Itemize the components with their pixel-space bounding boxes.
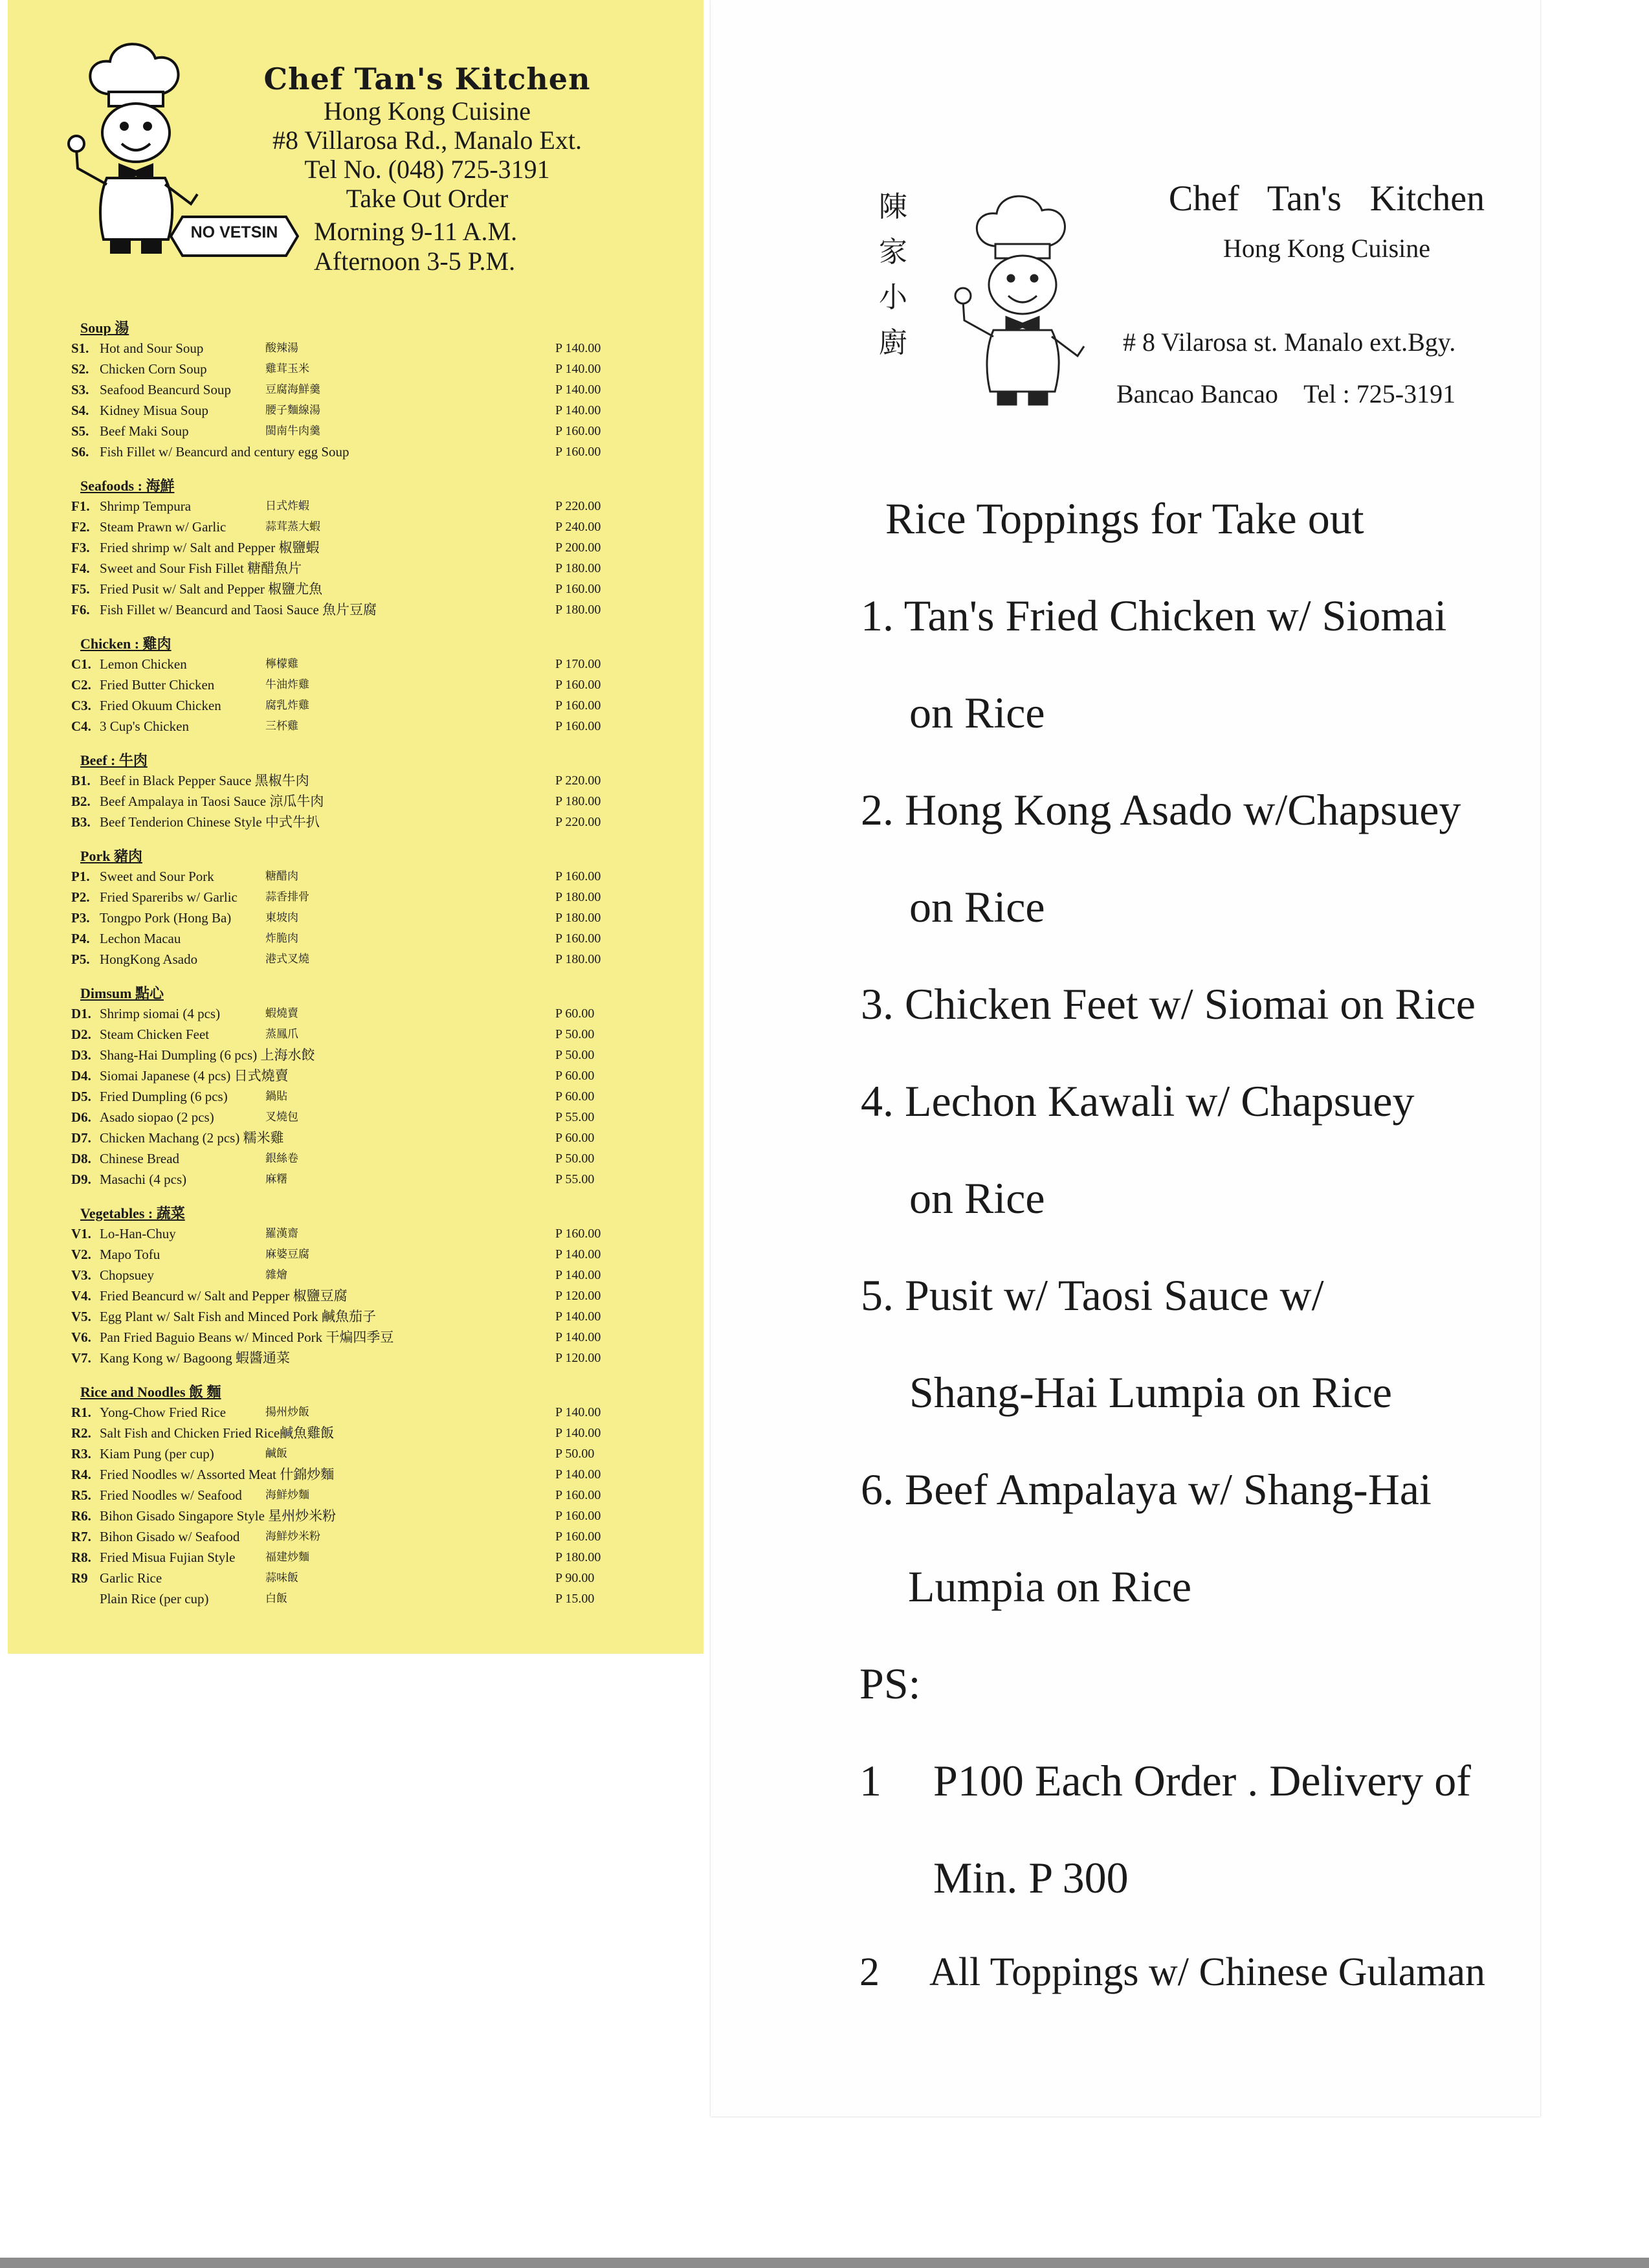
menu-item-price: P 140.00 [555,383,601,397]
menu-item-code: V5. [71,1309,91,1324]
menu-item-code: C4. [71,718,91,734]
menu-item [71,1568,628,1588]
ps-text: P100 Each Order . Delivery of [933,1756,1471,1805]
menu-item [71,338,628,359]
menu-item-zh: 海鮮炒麵 [265,1489,309,1502]
menu-item [71,359,628,379]
menu-item-price: P 140.00 [555,1330,601,1344]
scan-edge [0,2258,1649,2268]
menu-item-code: P1. [71,869,90,884]
menu-item-zh: 揚州炒飯 [265,1406,309,1419]
menu-item-code: V6. [71,1329,91,1345]
menu-item [71,1485,628,1506]
menu-item-zh: 東坡肉 [265,911,298,924]
menu-item-name: Fried Spareribs w/ Garlic [100,889,238,905]
menu-item-zh: 三杯雞 [265,720,298,733]
chinese-char: 廚 [879,326,907,359]
menu-item-name: Lemon Chicken [100,656,187,672]
menu-item-code: R2. [71,1425,91,1441]
menu-item-zh: 羅漢齋 [265,1227,298,1240]
topping-line: on Rice [909,688,1045,737]
menu-item-name: Beef in Black Pepper Sauce 黑椒牛肉 [100,773,309,788]
menu-item-name: Mapo Tofu [100,1247,160,1262]
menu-item-name: Kang Kong w/ Bagoong 蝦醬通菜 [100,1350,290,1366]
menu-item-name: Lechon Macau [100,931,181,946]
menu-item-price: P 160.00 [555,869,601,884]
menu-item-code: C3. [71,698,91,713]
menu-item-price: P 140.00 [555,341,601,355]
menu-item [71,1588,628,1609]
menu-item [71,1244,628,1265]
menu-item-zh: 麻婆豆腐 [265,1248,309,1261]
menu-item [71,791,628,812]
menu-item [71,812,628,832]
menu-item-name: Pan Fried Baguio Beans w/ Minced Pork 干煸四季豆 [100,1329,394,1345]
menu-item-price: P 140.00 [555,403,601,417]
menu-item [71,537,628,558]
menu-item [71,695,628,716]
menu-section-title: Vegetables : 蔬菜 [80,1205,185,1221]
menu-item-price: P 50.00 [555,1048,595,1062]
menu-item-zh: 福建炒麵 [265,1551,309,1564]
menu-item-code: V1. [71,1226,91,1241]
menu-item-name: Kidney Misua Soup [100,403,208,418]
menu-item-price: P 160.00 [555,424,601,438]
menu-section-title: Soup 湯 [80,320,129,336]
menu-item-name: Fried Noodles w/ Seafood [100,1487,242,1503]
menu-item-zh: 糖醋肉 [265,870,298,883]
menu-item-code: R8. [71,1550,91,1565]
menu-item-price: P 160.00 [555,1529,601,1544]
menu-item-zh: 蒸鳳爪 [265,1028,298,1041]
menu-item-zh: 酸辣湯 [265,342,298,355]
menu-item-name: Chinese Bread [100,1151,180,1166]
ps-number: 1 [859,1756,881,1805]
menu-item-price: P 90.00 [555,1571,595,1585]
menu-item-code: D3. [71,1047,91,1063]
menu-item-price: P 160.00 [555,1227,601,1241]
menu-item [71,496,628,517]
menu-item-name: Yong-Chow Fried Rice [100,1405,227,1420]
menu-item-zh: 牛油炸雞 [265,678,309,691]
topping-line: Lumpia on Rice [908,1562,1192,1611]
menu-item-code: R5. [71,1487,91,1503]
menu-item-zh: 閩南牛肉羹 [265,425,320,438]
menu-section [71,318,628,462]
topping-line: Shang-Hai Lumpia on Rice [909,1368,1392,1417]
menu-item [71,887,628,907]
hours-block [314,217,599,276]
menu-item-zh: 蒜香排骨 [265,891,309,904]
menu-section-title: Pork 豬肉 [80,848,142,864]
menu-item-code: S3. [71,382,89,397]
menu-item-name: Tongpo Pork (Hong Ba) [100,910,232,926]
menu-item [71,379,628,400]
menu-section-title: Chicken : 雞肉 [80,636,172,652]
menu-item-code: R1. [71,1405,91,1420]
menu-item-code: F5. [71,581,90,597]
menu-item-name: Chopsuey [100,1267,154,1283]
ps-number: 2 [859,1950,880,1994]
menu-item-price: P 180.00 [555,603,601,617]
menu-item-price: P 160.00 [555,719,601,733]
menu-item-code: R4. [71,1467,91,1482]
topping-line: on Rice [909,882,1045,931]
menu-item-name: Chicken Corn Soup [100,361,207,377]
menu-item-price: P 120.00 [555,1351,601,1365]
menu-item-price: P 240.00 [555,520,601,534]
menu-item-name: Fried shrimp w/ Salt and Pepper 椒鹽蝦 [100,540,320,555]
menu-item [71,1506,628,1526]
menu-item-name: Fish Fillet w/ Beancurd and century egg Soup [100,444,349,460]
telephone: Tel No. (048) 725-3191 [304,155,550,184]
menu-item-zh: 蒜茸蒸大蝦 [265,520,320,533]
sheet-title: Chef Tan's Kitchen [1168,179,1485,219]
menu-item-name: Kiam Pung (per cup) [100,1446,214,1462]
menu-item-code: V2. [71,1247,91,1262]
yellow-header [246,61,608,213]
menu-item-price: P 50.00 [555,1027,595,1041]
menu-item-code: F1. [71,498,90,514]
menu-item-code: P3. [71,910,90,926]
menu-item-name: Bihon Gisado Singapore Style 星州炒米粉 [100,1508,337,1524]
menu-item [71,579,628,599]
sheet-subtitle: Hong Kong Cuisine [1223,234,1430,263]
rice-toppings-heading: Rice Toppings for Take out [885,494,1364,543]
menu-item-price: P 140.00 [555,362,601,376]
menu-item-price: P 55.00 [555,1172,595,1186]
menu-item-name: Fried Beancurd w/ Salt and Pepper 椒鹽豆腐 [100,1288,348,1304]
menu-item-price: P 140.00 [555,1467,601,1482]
menu-item-price: P 140.00 [555,1405,601,1419]
menu-item-zh: 海鮮炒米粉 [265,1530,320,1543]
menu-item-price: P 60.00 [555,1069,595,1083]
menu-item-code: B3. [71,814,91,830]
menu-item-zh: 蒜味飯 [265,1572,298,1584]
menu-item-name: Siomai Japanese (4 pcs) 日式燒賣 [100,1068,289,1084]
menu-item-name: Chicken Machang (2 pcs) 糯米雞 [100,1130,284,1146]
menu-item-name: Masachi (4 pcs) [100,1172,187,1187]
chinese-char: 小 [879,281,907,314]
menu-item [71,949,628,970]
menu-item-code: F3. [71,540,90,555]
menu-item [71,1402,628,1423]
menu-item [71,1306,628,1327]
menu-item-price: P 140.00 [555,1426,601,1440]
ps-text: All Toppings w/ Chinese Gulaman [929,1950,1486,1994]
menu-item [71,400,628,421]
menu-item [71,1045,628,1065]
menu-item [71,1443,628,1464]
menu-item [71,674,628,695]
menu-item-price: P 160.00 [555,582,601,596]
menu-item-code: D8. [71,1151,91,1166]
menu-item-price: P 160.00 [555,1509,601,1523]
menu-item-code: D4. [71,1068,91,1084]
menu-item-zh: 銀絲卷 [265,1152,298,1165]
sheet-address: # 8 Vilarosa st. Manalo ext.Bgy. [1123,328,1456,357]
menu-item-price: P 50.00 [555,1151,595,1166]
menu-item-name: Beef Tenderion Chinese Style 中式牛扒 [100,814,320,830]
menu-item-name: Beef Maki Soup [100,423,189,439]
menu-item-name: 3 Cup's Chicken [100,718,189,734]
menu-item [71,770,628,791]
menu-item-code: V7. [71,1350,91,1366]
menu-item-price: P 160.00 [555,445,601,459]
menu-item-zh: 叉燒包 [265,1111,298,1124]
menu-item-name: Shrimp siomai (4 pcs) [100,1006,221,1021]
menu-section [71,476,628,620]
topping-line: 2. Hong Kong Asado w/Chapsuey [861,785,1461,834]
topping-line: 1. Tan's Fried Chicken w/ Siomai [861,591,1447,640]
menu-section-title: Rice and Noodles 飯 麵 [80,1384,221,1400]
menu-item-price: P 15.00 [555,1592,595,1606]
menu-item-name: Fried Misua Fujian Style [100,1550,236,1565]
menu-item [71,1348,628,1368]
menu-item [71,1107,628,1128]
menu-item-zh: 白飯 [265,1592,287,1605]
menu-item-code: D9. [71,1172,91,1187]
menu-item-name: Bihon Gisado w/ Seafood [100,1529,240,1544]
menu-item-code: S4. [71,403,89,418]
menu-item-code: P5. [71,951,90,967]
menu-item-code: R3. [71,1446,91,1462]
menu-item-code: C1. [71,656,91,672]
menu-item-name: Fried Butter Chicken [100,677,215,693]
menu-item [71,1423,628,1443]
menu-item-code: S2. [71,361,89,377]
menu-item-price: P 220.00 [555,773,601,788]
menu-item-price: P 200.00 [555,540,601,555]
menu-item-price: P 140.00 [555,1268,601,1282]
menu-item-name: Asado siopao (2 pcs) [100,1109,214,1125]
menu-item-zh: 鹹飯 [265,1447,287,1460]
topping-line: on Rice [909,1173,1045,1223]
menu-item-code: F4. [71,561,90,576]
menu-item-price: P 220.00 [555,499,601,513]
menu-section-title: Dimsum 點心 [80,985,164,1001]
menu-item-code: C2. [71,677,91,693]
menu-item-name: Steam Chicken Feet [100,1027,210,1042]
menu-item-zh: 檸檬雞 [265,658,298,671]
menu-item-price: P 220.00 [555,815,601,829]
menu-item-price: P 120.00 [555,1289,601,1303]
menu-item [71,866,628,887]
menu-item [71,1285,628,1306]
menu-item-zh: 豆腐海鮮羹 [265,383,320,396]
menu-section-title: Beef : 牛肉 [80,752,148,768]
menu-item-code: D1. [71,1006,91,1021]
menu-item-name: Shrimp Tempura [100,498,192,514]
ps-text: Min. P 300 [933,1853,1129,1902]
menu-item-zh: 雜燴 [265,1269,287,1282]
menu-item [71,1128,628,1148]
menu-item-price: P 180.00 [555,794,601,808]
menu-item-price: P 160.00 [555,931,601,946]
menu-item [71,1003,628,1024]
menu-item [71,1169,628,1190]
menu-item-name: Lo-Han-Chuy [100,1226,176,1241]
menu-item-name: HongKong Asado [100,951,198,967]
menu-item-name: Fried Noodles w/ Assorted Meat 什錦炒麵 [100,1467,335,1482]
menu-item-name: Fried Dumpling (6 pcs) [100,1089,228,1104]
menu-item-price: P 180.00 [555,561,601,575]
menu-item-code: P4. [71,931,90,946]
topping-line: 5. Pusit w/ Taosi Sauce w/ [861,1271,1324,1320]
menu-item-price: P 160.00 [555,1488,601,1502]
chef-mascot-icon [942,184,1103,417]
menu-item-name: Fish Fillet w/ Beancurd and Taosi Sauce 魚片豆腐 [100,602,377,617]
menu-item-zh: 日式炸蝦 [265,500,309,513]
menu-item-price: P 160.00 [555,678,601,692]
take-out-label: Take Out Order [346,184,509,213]
menu-section [71,634,628,737]
chinese-char: 陳 [879,190,907,223]
menu-item-code: B1. [71,773,91,788]
menu-section [71,984,628,1190]
menu-item-code: V4. [71,1288,91,1304]
menu-item [71,928,628,949]
menu-item [71,1547,628,1568]
menu-item-price: P 180.00 [555,911,601,925]
cuisine-subtitle: Hong Kong Cuisine [324,96,531,126]
menu-item [71,1327,628,1348]
menu-item [71,1065,628,1086]
menu-item [71,1024,628,1045]
menu-item [71,558,628,579]
menu-item-code: V3. [71,1267,91,1283]
menu-item-name: Garlic Rice [100,1570,162,1586]
topping-line: 4. Lechon Kawali w/ Chapsuey [861,1076,1415,1126]
menu-item-price: P 140.00 [555,1309,601,1324]
menu-item-name: Plain Rice (per cup) [100,1591,209,1606]
restaurant-title: Chef Tan's Kitchen [263,61,591,96]
menu-item-zh: 蝦燒賣 [265,1007,298,1020]
menu-item-code: R7. [71,1529,91,1544]
no-vetsin-badge: NO VETSIN [190,223,278,241]
menu-item [71,599,628,620]
menu-section [71,751,628,832]
menu-item-price: P 60.00 [555,1089,595,1104]
address: #8 Villarosa Rd., Manalo Ext. [272,126,582,155]
sheet-telephone: Bancao Bancao Tel : 725-3191 [1116,379,1456,408]
menu-item-price: P 160.00 [555,698,601,713]
menu-item-name: Sweet and Sour Pork [100,869,214,884]
menu-item-code: D5. [71,1089,91,1104]
menu-item-zh: 雞茸玉米 [265,362,309,375]
menu-item-zh: 炸脆肉 [265,932,298,945]
menu-item-name: Salt Fish and Chicken Fried Rice鹹魚雞飯 [100,1425,335,1441]
menu-item-code: B2. [71,794,91,809]
menu-item-name: Sweet and Sour Fish Fillet 糖醋魚片 [100,561,302,576]
menu-item [71,1086,628,1107]
menu-item [71,441,628,462]
menu-item-code: D7. [71,1130,91,1146]
menu-item-code: D2. [71,1027,91,1042]
menu-item-price: P 180.00 [555,1550,601,1564]
menu-item-code: S6. [71,444,89,460]
menu-item-code: F2. [71,519,90,535]
menu-item [71,421,628,441]
menu-item-name: Shang-Hai Dumpling (6 pcs) 上海水餃 [100,1047,315,1063]
menu-section [71,847,628,970]
menu-item-price: P 50.00 [555,1447,595,1461]
menu-item [71,1223,628,1244]
menu-item [71,1526,628,1547]
menu-section-title: Seafoods : 海鮮 [80,478,175,494]
menu-item-code: R9 [71,1570,88,1586]
menu-item [71,907,628,928]
menu-item-price: P 180.00 [555,890,601,904]
topping-line: 6. Beef Ampalaya w/ Shang-Hai [861,1465,1432,1514]
chinese-char: 家 [879,236,907,269]
menu-item-price: P 60.00 [555,1131,595,1145]
menu-item-name: Seafood Beancurd Soup [100,382,231,397]
topping-line: 3. Chicken Feet w/ Siomai on Rice [861,979,1476,1028]
afternoon-hours: Afternoon 3-5 P.M. [314,247,516,276]
ps-label: PS: [859,1659,921,1708]
menu-item-name: Fried Okuum Chicken [100,698,221,713]
menu-item-price: P 140.00 [555,1247,601,1262]
menu-item [71,1464,628,1485]
menu-section [71,1204,628,1368]
menu-item-code: S5. [71,423,89,439]
menu-item-zh: 腐乳炸雞 [265,699,309,712]
menu-item-zh: 港式叉燒 [265,953,309,966]
morning-hours: Morning 9-11 A.M. [314,217,518,246]
menu-item [71,716,628,737]
menu-item-zh: 鍋貼 [265,1090,287,1103]
menu-item-price: P 60.00 [555,1006,595,1021]
chinese-name-vertical [874,184,913,366]
menu-item-price: P 180.00 [555,952,601,966]
menu-item [71,1265,628,1285]
menu-item-name: Steam Prawn w/ Garlic [100,519,227,535]
menu-item-price: P 55.00 [555,1110,595,1124]
menu-item-price: P 170.00 [555,657,601,671]
menu-item-name: Beef Ampalaya in Taosi Sauce 涼瓜牛肉 [100,794,324,809]
menu-item-name: Fried Pusit w/ Salt and Pepper 椒鹽尤魚 [100,581,323,597]
menu-item-name: Egg Plant w/ Salt Fish and Minced Pork 鹹魚茄子 [100,1309,376,1324]
menu-section [71,1383,628,1609]
menu-item-code: F6. [71,602,90,617]
menu-item-code: P2. [71,889,90,905]
menu-item-code: D6. [71,1109,91,1125]
menu-item-code: R6. [71,1508,91,1524]
menu-item [71,517,628,537]
menu-item-zh: 麻糬 [265,1173,287,1186]
menu-item-zh: 腰子麵線湯 [265,404,320,417]
menu-item [71,654,628,674]
menu-item-code: S1. [71,340,89,356]
menu-item-name: Hot and Sour Soup [100,340,204,356]
menu-item [71,1148,628,1169]
menu-list [71,304,628,1609]
